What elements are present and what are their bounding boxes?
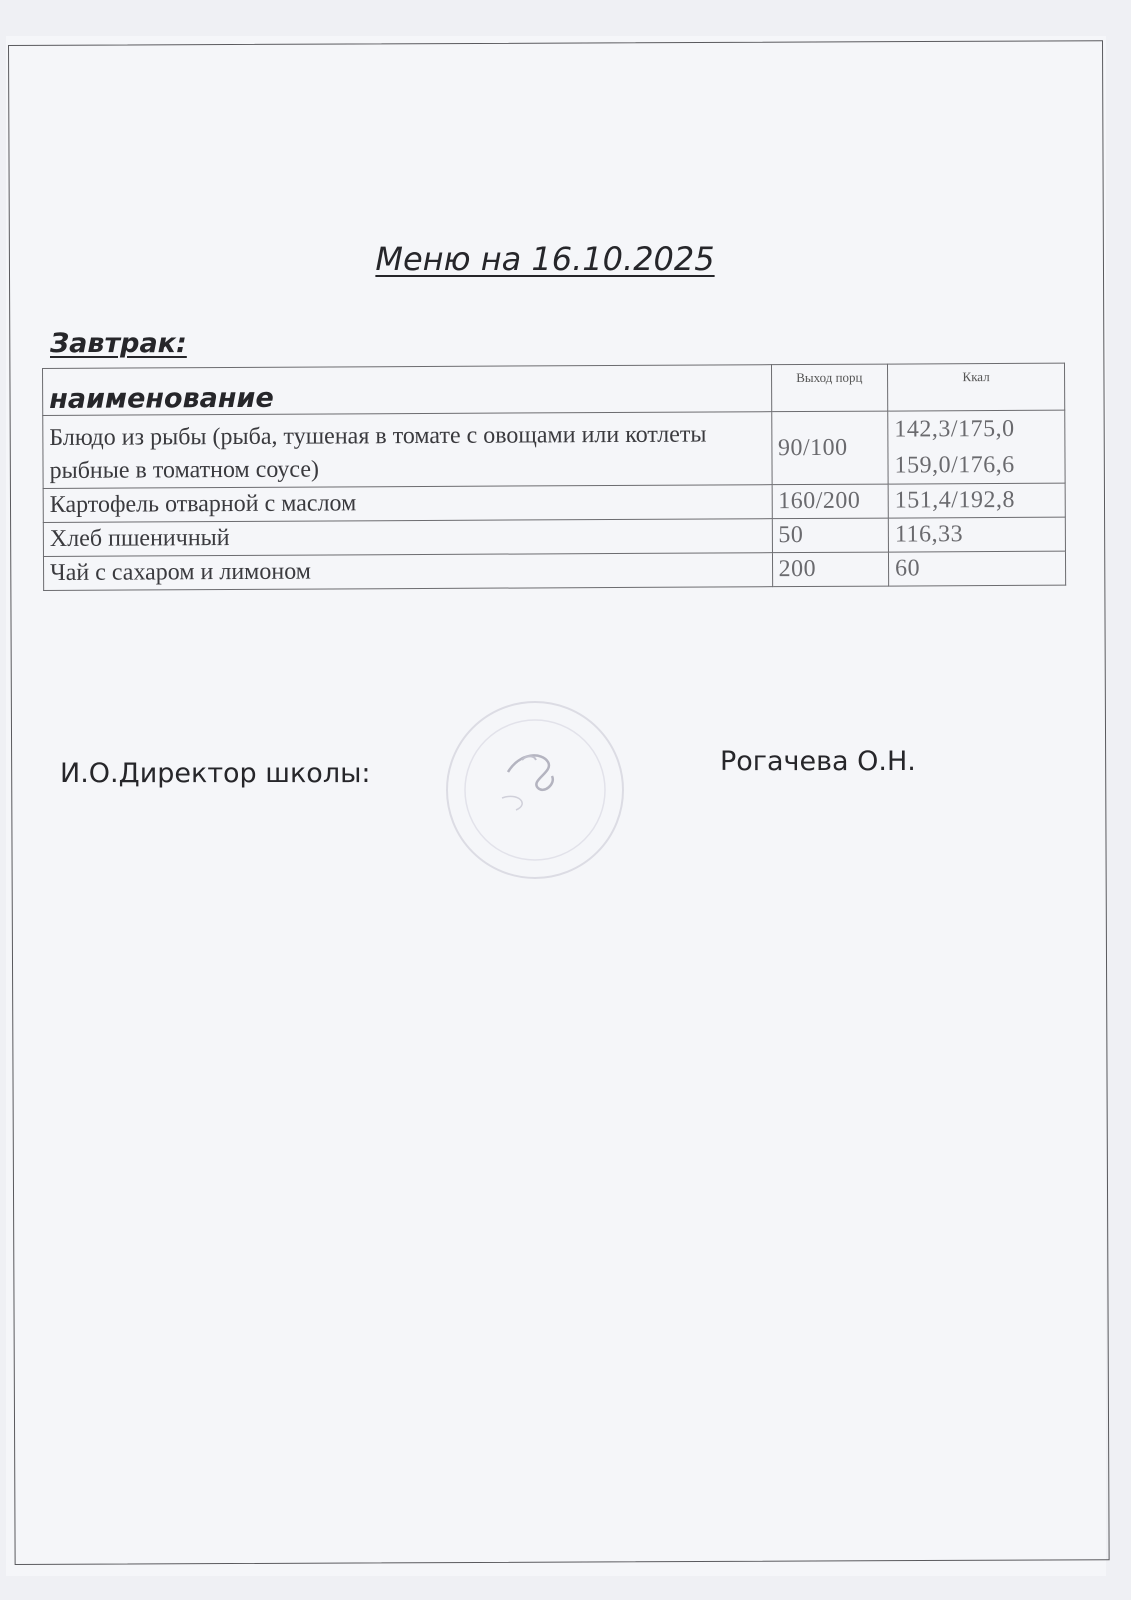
table-row [43, 551, 1065, 590]
dish-yield: 200 [772, 552, 889, 587]
dish-name: Картофель отварной с маслом [43, 485, 772, 523]
dish-kcal: 60 [889, 551, 1066, 586]
page-title [0, 240, 1090, 278]
kcal-value: 142,3/175,0 [894, 415, 1015, 443]
menu-date-title: Меню на 16.10.2025 [375, 240, 715, 278]
table-row [43, 517, 1065, 556]
dish-kcal: 151,4/192,8 [888, 483, 1065, 518]
faded-stamp-icon [430, 700, 640, 880]
table-row [43, 410, 1065, 488]
signature-label: И.О.Директор школы: [60, 758, 371, 789]
header-name: наименование [43, 365, 772, 416]
dish-name: Чай с сахаром и лимоном [43, 553, 772, 591]
table-row [43, 483, 1065, 522]
dish-name: Хлеб пшеничный [43, 519, 772, 557]
dish-kcal [888, 410, 1065, 484]
section-heading-breakfast: Завтрак: [50, 328, 187, 359]
director-name: Рогачева О.Н. [720, 746, 916, 777]
handwritten-signature-icon [508, 755, 553, 789]
dish-yield: 50 [772, 518, 889, 553]
kcal-value: 159,0/176,6 [894, 451, 1015, 479]
table-header-row [43, 363, 1065, 415]
dish-yield: 160/200 [772, 484, 889, 519]
dish-kcal: 116,33 [888, 517, 1065, 552]
menu-table [42, 363, 1066, 591]
dish-yield: 90/100 [771, 411, 888, 485]
header-yield: Выход порц [771, 364, 888, 412]
dish-name: Блюдо из рыбы (рыба, тушеная в томате с овощами или котлеты рыбные в томатном соусе) [43, 412, 772, 489]
header-kcal: Ккал [888, 363, 1065, 411]
